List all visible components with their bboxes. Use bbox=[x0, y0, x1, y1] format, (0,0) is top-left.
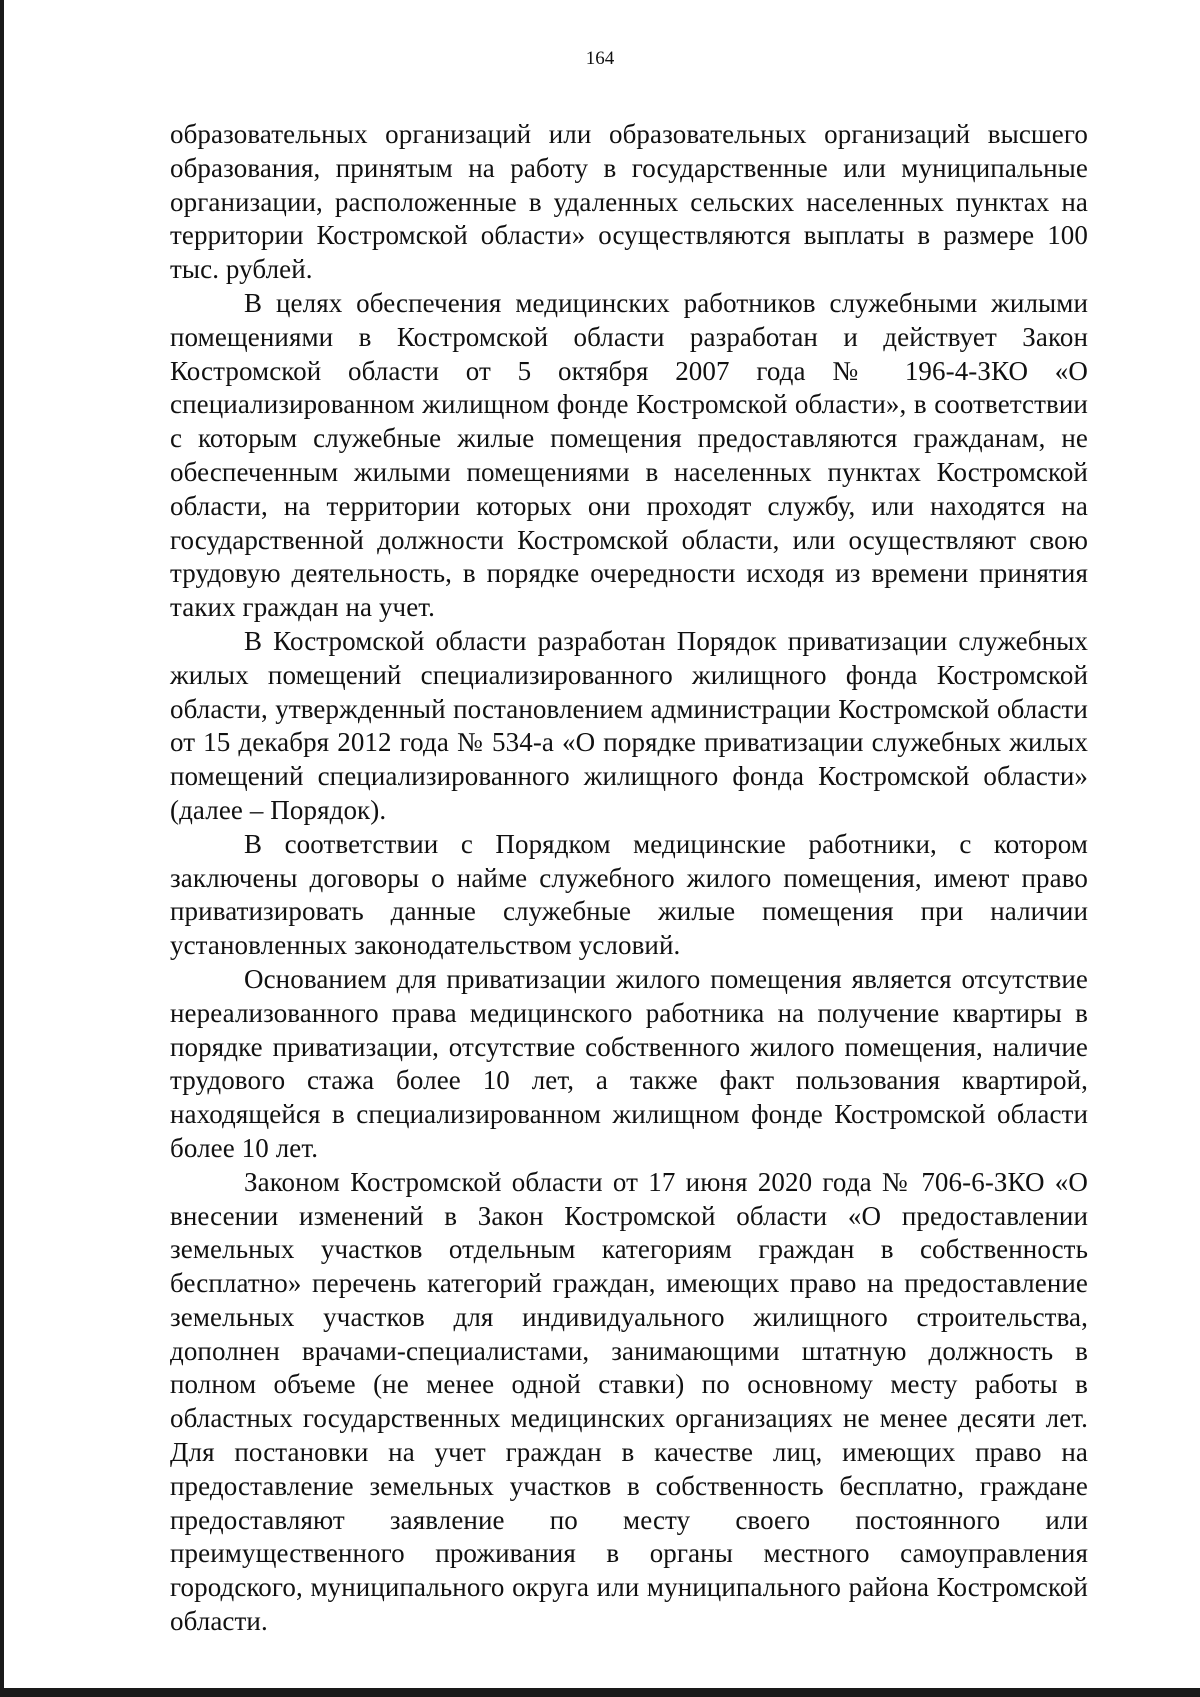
page-number: 164 bbox=[585, 48, 615, 69]
scan-bottom-border bbox=[0, 1688, 1200, 1697]
body-text bbox=[170, 118, 1088, 1639]
scan-left-border bbox=[0, 0, 4, 1697]
paragraph-service-housing-law: В целях обеспечения медицинских работников служебными жилыми помещениями в Костромской области разработан и действует Закон Костромской области от 5 октября 2007 года № 196-4-ЗКО «О специализированном жилищном фонде Костромской области», в соответствии с которым служебные жилые помещения предоставляются гражданам, не обеспеченным жилыми помещениями в населенных пунктах Костромской области, на территории которых они проходят службу, или находятся на государственной должности Костромской области, или осуществляют свою трудовую деятельность, в порядке очередности исходя из времени принятия таких граждан на учет. bbox=[170, 287, 1088, 623]
paragraph-privatization-procedure: В Костромской области разработан Порядок приватизации служебных жилых помещений специализированного жилищного фонда Костромской области, утвержденный постановлением администрации Костромской области от 15 декабря 2012 года № 534-а «О порядке приватизации служебных жилых помещений специализированного жилищного фонда Костромской области» (далее – Порядок). bbox=[170, 625, 1088, 825]
paragraph-continuation: образовательных организаций или образовательных организаций высшего образования, принятым на работу в государственные или муниципальные организации, расположенные в удаленных сельских населенных пунктах на территории Костромской области» осуществляются выплаты в размере 100 тыс. рублей. bbox=[170, 119, 1088, 285]
paragraph-land-plots-law: Законом Костромской области от 17 июня 2020 года № 706-6-ЗКО «О внесении изменений в Закон Костромской области «О предоставлении земельных участков отдельным категориям граждан в собственность бесплатно» перечень категорий граждан, имеющих право на предоставление земельных участков для индивидуального жилищного строительства, дополнен врачами-специалистами, занимающими штатную должность в полном объеме (не менее одной ставки) по основному месту работы в областных государственных медицинских организациях не менее десяти лет. Для постановки на учет граждан в качестве лиц, имеющих право на предоставление земельных участков в собственность бесплатно, граждане предоставляют заявление по месту своего постоянного или преимущественного проживания в органы местного самоуправления городского, муниципального округа или муниципального района Костромской области. bbox=[170, 1166, 1088, 1637]
paragraph-privatization-right: В соответствии с Порядком медицинские работники, с котором заключены договоры о найме служебного жилого помещения, имеют право приватизировать данные служебные жилые помещения при наличии установленных законодательством условий. bbox=[170, 828, 1088, 961]
paragraph-privatization-grounds: Основанием для приватизации жилого помещения является отсутствие нереализованного права медицинского работника на получение квартиры в порядке приватизации, отсутствие собственного жилого помещения, наличие трудового стажа более 10 лет, а также факт пользования квартирой, находящейся в специализированном жилищном фонде Костромской области более 10 лет. bbox=[170, 963, 1088, 1163]
